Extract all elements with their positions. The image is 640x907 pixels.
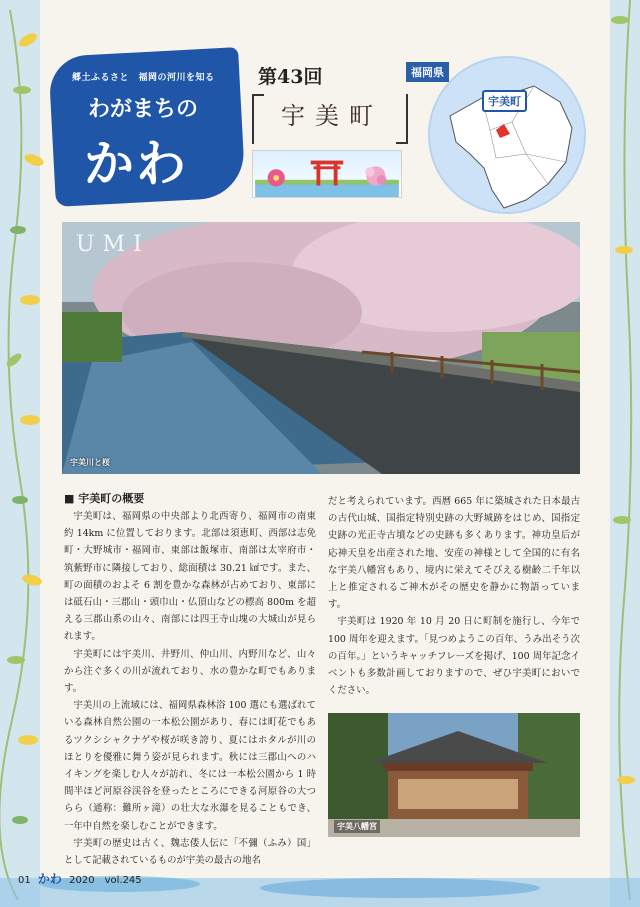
body-paragraph: だと考えられています。西暦 665 年に築城された日本最古の古代山城、国指定特別史跡の大野城跡をはじめ、国指定史跡の光正寺古墳などの史跡も多くあります。神功皇后が応神天皇を出産された地、安産の神様として全国的に有名な宇美八幡宮もあり、境内に栄えてそびえる樹齢二千年以上と推定されるご神木がその歴史を静かに物語っています。	[328, 496, 580, 611]
series-subtitle: 郷土ふるさと 福岡の河川を知る	[72, 73, 215, 83]
title-bracket-right	[396, 94, 408, 144]
body-column-right	[328, 493, 580, 699]
river-cherry-blossom-image	[62, 222, 580, 474]
town-label: 宇美町	[482, 90, 527, 112]
location-map	[411, 56, 586, 214]
body-paragraph: 宇美町は 1920 年 10 月 20 日に町制を施行し、今年で 100 周年を迎えます。「見つめようこの百年、うみ出そう次の百年。」というキャッチフレーズを掲げ、100 周年記念イベントも多数計画しておりますので、ぜひ宇美町においでください。	[328, 616, 580, 697]
hero-photo	[62, 222, 580, 474]
series-logo	[52, 52, 242, 202]
body-paragraph: 宇美川の上流域には、福岡県森林浴 100 選にも選ばれている森林自然公園の一本松公園があり、春には町花でもあるツクシシャクナゲや桜が咲き誇り、夏にはホタルが川のほとりを優雅に舞う姿が見られます。秋には三郡山へのハイキングを楽しむ人々が訪れ、冬には一本松公園から 1 時間半ほど河原谷渓谷を登ったところにできる河原谷の大つらら（通称：難所ヶ滝）の壮大な氷瀑を見ることもでき、一年中自然を楽しむことができます。	[64, 700, 316, 832]
issue-info: 2020 vol.245	[69, 875, 142, 886]
prefecture-label: 福岡県	[406, 62, 449, 82]
section-heading: ■ 宇美町の概要	[64, 492, 145, 505]
prefecture-map-shape	[430, 58, 588, 216]
photo-watermark: UMI	[76, 232, 150, 257]
illustration-banner	[252, 150, 402, 198]
series-title-line2: かわ	[84, 135, 188, 193]
shrine-photo	[328, 713, 580, 837]
body-paragraph: 宇美町は、福岡県の中央部より北西寄り、福岡市の南東約 14km に位置しております。北部は須恵町、西部は志免町・大野城市・福岡市、東部は飯塚市、南部は太宰府市・筑紫野市に隣接しており、総面積は 30.21 ㎢です。また、町の面積のおよそ 6 割を豊かな森林が占めており、東部には砥石山・三郡山・頭巾山・仏頂山などの標高 800m を超える三郡山系の山々、南部には四王寺山塊の大城山が見られます。	[64, 511, 316, 643]
body-column-left	[64, 508, 316, 869]
shrine-image	[328, 713, 580, 837]
photo-caption: 宇美川と桜	[70, 458, 110, 467]
map-circle	[428, 56, 586, 214]
magazine-brand: かわ	[37, 872, 62, 886]
page-number: 01	[18, 875, 31, 886]
footer-info	[18, 870, 142, 887]
shrine-photo-caption: 宇美八幡宮	[334, 820, 380, 833]
issue-number: 第43回	[258, 66, 323, 88]
series-title-line1: わがまちの	[88, 97, 199, 122]
foliage-decoration-right	[580, 0, 640, 907]
body-paragraph: 宇美町には宇美川、井野川、仲山川、内野川など、山々から注ぐ多くの川が流れており、水の豊かな町でもあります。	[64, 648, 316, 695]
page-title: 宇美町	[281, 102, 383, 130]
flower-icon	[268, 169, 285, 186]
body-paragraph: 宇美町の歴史は古く、魏志倭人伝に「不彌（ふみ）国」として記載されているものが宇美の最古の地名	[64, 837, 316, 867]
